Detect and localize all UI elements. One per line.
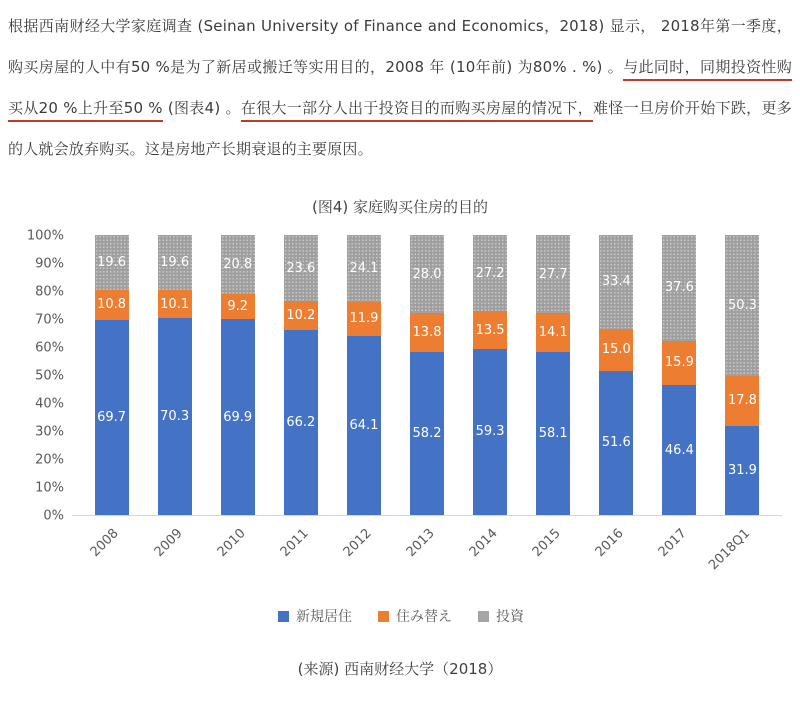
data-label: 59.3	[475, 424, 505, 440]
bar-segment	[662, 235, 696, 340]
legend-label: 投資	[496, 609, 524, 625]
x-tick-cell	[706, 516, 774, 596]
stacked-bar-chart	[20, 228, 782, 626]
legend-label: 住み替え	[396, 609, 452, 625]
bar-segment	[536, 235, 570, 313]
data-label: 9.2	[227, 298, 249, 314]
paragraph-text: 难怪一旦房价开始下跌，更多的人就会放弃购买。这是房地产长期衰退的主要原因。	[8, 99, 792, 158]
bar-segment	[158, 318, 192, 515]
y-tick-label: 50%	[35, 368, 64, 384]
bar-segment	[599, 329, 633, 371]
bar-segment	[410, 313, 444, 352]
data-label: 10.1	[160, 296, 190, 312]
data-label: 51.6	[601, 435, 631, 451]
stacked-bar	[221, 235, 255, 515]
stacked-bar	[473, 235, 507, 515]
x-tick-cell	[143, 516, 206, 596]
y-tick-label: 20%	[35, 452, 64, 468]
y-tick-label: 60%	[35, 340, 64, 356]
bar-column	[332, 235, 395, 515]
bar-segment	[536, 352, 570, 515]
data-label: 13.5	[475, 322, 505, 338]
bar-segment	[725, 426, 759, 515]
bar-segment	[158, 290, 192, 318]
bar-column	[80, 235, 143, 515]
x-tick-label: 2011	[277, 526, 312, 561]
x-tick-label: 2010	[214, 526, 249, 561]
x-tick-cell	[522, 516, 585, 596]
bar-segment	[95, 290, 129, 320]
x-axis-labels	[72, 516, 782, 596]
data-label: 17.8	[728, 393, 757, 409]
data-label: 46.4	[664, 442, 694, 458]
bar-column	[648, 235, 711, 515]
bar-segment	[473, 235, 507, 311]
plot-area	[72, 236, 782, 516]
bar-segment	[473, 311, 507, 349]
data-label: 13.8	[412, 325, 442, 341]
bar-column	[269, 235, 332, 515]
y-tick-label: 0%	[43, 508, 64, 524]
bar-segment	[284, 235, 318, 301]
legend-item	[378, 606, 452, 626]
data-label: 10.8	[97, 297, 127, 313]
stacked-bar	[662, 235, 696, 515]
bar-segment	[662, 341, 696, 386]
x-tick-label: 2014	[466, 526, 501, 561]
x-tick-label: 2008	[88, 526, 123, 561]
bar-segment	[95, 320, 129, 515]
chart-legend	[20, 606, 782, 626]
bar-column	[395, 235, 458, 515]
bar-column	[143, 235, 206, 515]
bar-segment	[725, 235, 759, 376]
paragraph-text: 根据西南财经大学家庭调查 (Seinan University of Finance and Economics，2018) 显示， 2018年第一季度，购买房屋的人中有50 %是为了新居或搬迁等实用目的，2008 年 (10年前) 为80% . %) 。	[8, 17, 792, 76]
y-tick-label: 80%	[35, 284, 64, 300]
stacked-bar	[158, 235, 192, 515]
bar-segment	[725, 376, 759, 426]
data-label: 64.1	[349, 417, 379, 433]
data-label: 69.9	[223, 409, 253, 425]
bar-column	[206, 235, 269, 515]
x-tick-label: 2012	[340, 526, 375, 561]
x-tick-label: 2018Q1	[706, 526, 754, 574]
x-tick-cell	[395, 516, 458, 596]
x-tick-cell	[585, 516, 648, 596]
x-tick-label: 2015	[529, 526, 564, 561]
bar-column	[711, 235, 774, 515]
stacked-bar	[284, 235, 318, 515]
bar-segment	[221, 319, 255, 515]
data-label: 15.9	[664, 355, 694, 371]
legend-swatch-icon	[378, 611, 389, 622]
bar-segment	[347, 235, 381, 302]
bar-column	[585, 235, 648, 515]
stacked-bar	[410, 235, 444, 515]
y-tick-label: 10%	[35, 480, 64, 496]
data-label: 19.6	[97, 254, 127, 270]
data-label: 11.9	[349, 311, 379, 327]
x-tick-label: 2009	[151, 526, 186, 561]
legend-label: 新規居住	[296, 609, 352, 625]
data-label: 27.2	[475, 265, 505, 281]
bar-segment	[599, 371, 633, 515]
data-label: 23.6	[286, 260, 316, 276]
x-tick-label: 2016	[592, 526, 627, 561]
x-tick-cell	[80, 516, 143, 596]
bar-segment	[410, 235, 444, 313]
x-tick-label: 2017	[655, 526, 690, 561]
data-label: 69.7	[97, 409, 127, 425]
underlined-text: 在很大一部分人出于投资目的而购买房屋的情况下，	[241, 99, 593, 122]
paragraph-text: (图表4) 。	[162, 99, 241, 117]
data-label: 19.6	[160, 254, 190, 270]
data-label: 31.9	[728, 462, 757, 478]
bar-segment	[347, 336, 381, 515]
data-label: 58.2	[412, 426, 442, 442]
stacked-bar	[536, 235, 570, 515]
y-tick-label: 70%	[35, 312, 64, 328]
data-label: 37.6	[664, 280, 694, 296]
data-label: 50.3	[728, 297, 757, 313]
y-tick-label: 100%	[26, 228, 64, 244]
stacked-bar	[95, 235, 129, 515]
data-label: 10.2	[286, 307, 316, 323]
bar-segment	[662, 385, 696, 515]
chart-body	[20, 228, 782, 524]
bar-segment	[347, 302, 381, 335]
bar-segment	[284, 301, 318, 330]
bar-segment	[221, 294, 255, 320]
underlined-text: 与此同时，同期投资性购买从20 %上升至50 %	[8, 58, 792, 122]
x-tick-cell	[459, 516, 522, 596]
bar-segment	[410, 352, 444, 515]
source-caption: (来源) 西南财经大学（2018）	[297, 660, 503, 678]
figure-title: (图4) 家庭购买住房的目的	[311, 198, 489, 216]
y-axis	[20, 228, 72, 524]
bar-segment	[221, 235, 255, 293]
stacked-bar	[725, 235, 759, 515]
stacked-bar	[347, 235, 381, 515]
data-label: 27.7	[538, 266, 568, 282]
legend-swatch-icon	[478, 611, 489, 622]
legend-item	[478, 606, 524, 626]
bar-column	[522, 235, 585, 515]
bar-segment	[95, 235, 129, 290]
data-label: 24.1	[349, 260, 379, 276]
data-label: 33.4	[601, 274, 631, 290]
y-tick-label: 90%	[35, 256, 64, 272]
data-label: 20.8	[223, 256, 253, 272]
bar-segment	[158, 235, 192, 290]
x-tick-cell	[269, 516, 332, 596]
legend-swatch-icon	[278, 611, 289, 622]
legend-item	[278, 606, 352, 626]
bar-segment	[536, 313, 570, 352]
bar-segment	[284, 330, 318, 515]
bar-column	[459, 235, 522, 515]
data-label: 28.0	[412, 266, 442, 282]
x-tick-label: 2013	[403, 526, 438, 561]
bar-segment	[473, 349, 507, 515]
data-label: 66.2	[286, 414, 316, 430]
x-tick-cell	[648, 516, 711, 596]
data-label: 14.1	[538, 325, 568, 341]
intro-paragraph	[8, 6, 792, 170]
x-tick-cell	[332, 516, 395, 596]
y-tick-label: 30%	[35, 424, 64, 440]
bar-segment	[599, 235, 633, 329]
data-label: 70.3	[160, 409, 190, 425]
stacked-bar	[599, 235, 633, 515]
x-tick-cell	[206, 516, 269, 596]
y-tick-label: 40%	[35, 396, 64, 412]
data-label: 15.0	[601, 342, 631, 358]
data-label: 58.1	[538, 426, 568, 442]
